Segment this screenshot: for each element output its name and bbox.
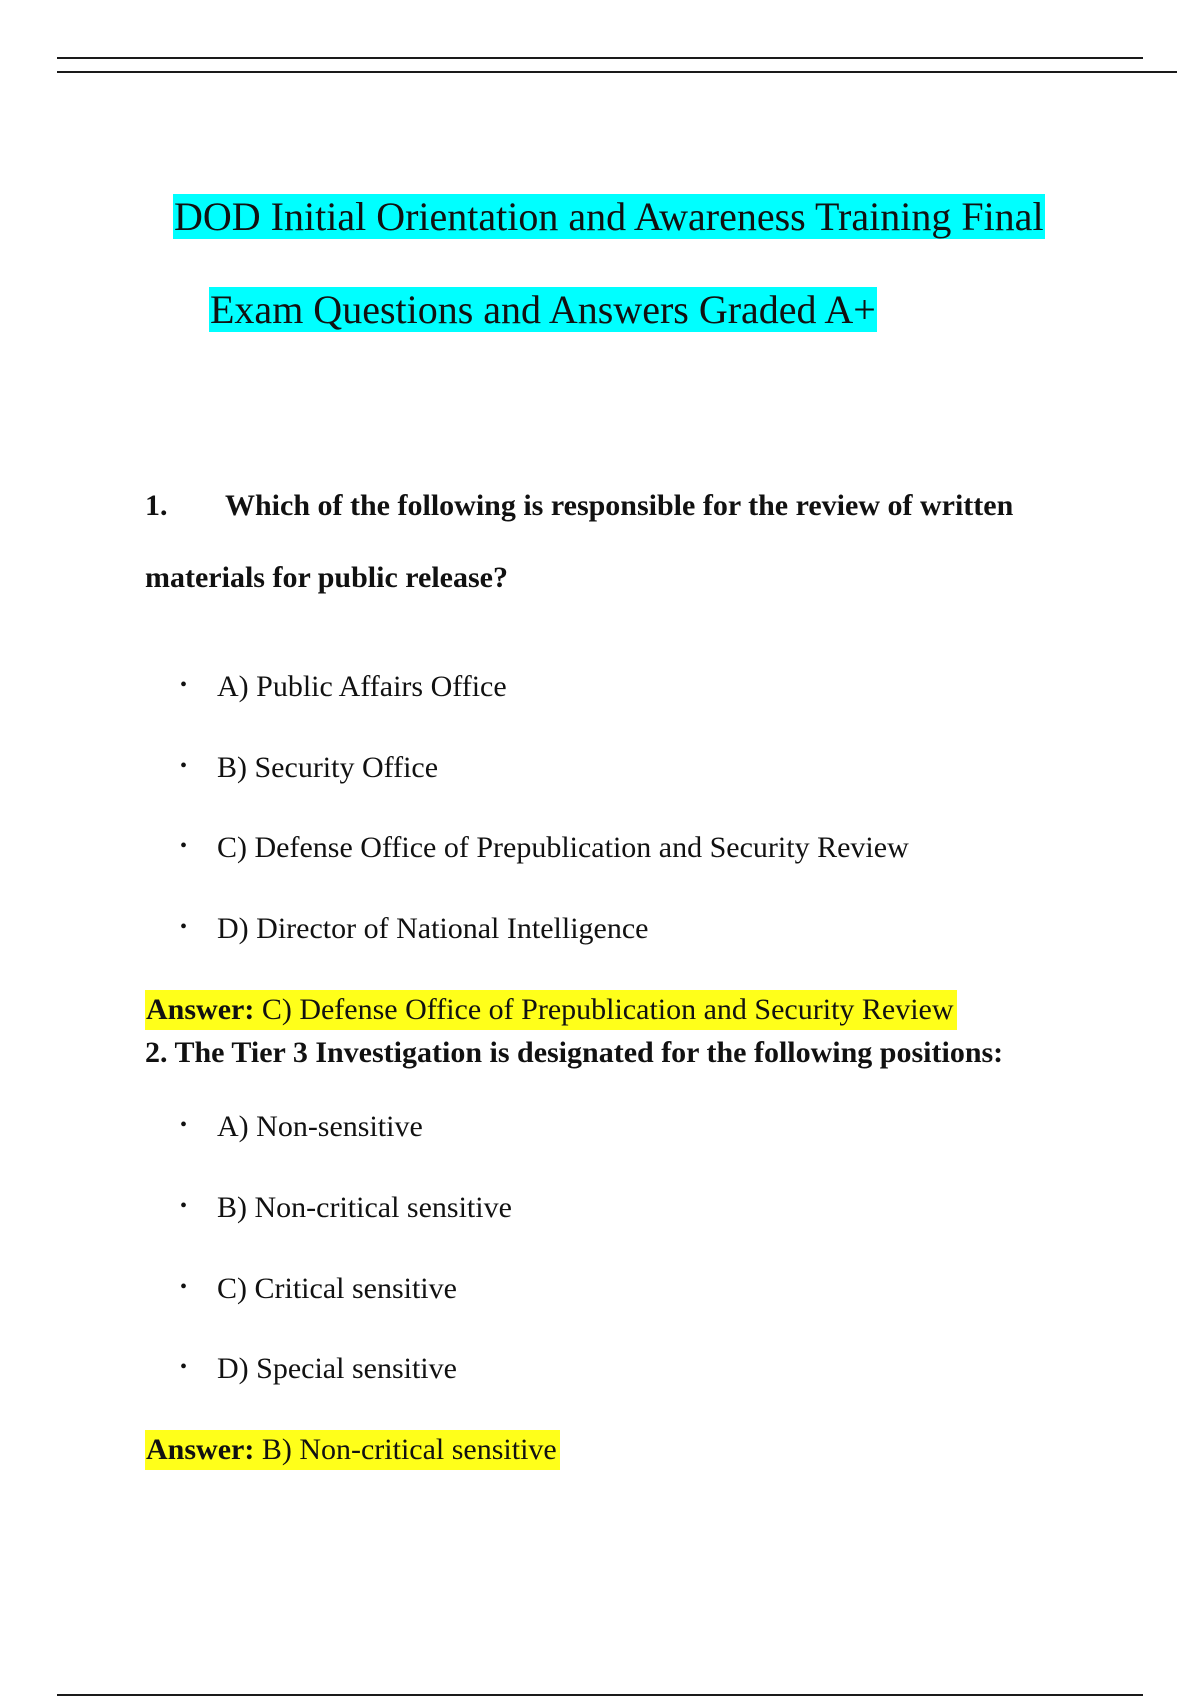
- header-rule-top: [57, 57, 1143, 59]
- title-highlight-2: Exam Questions and Answers Graded A+: [210, 287, 876, 332]
- option-label: B) Security Office: [217, 751, 439, 784]
- question-2-option-a: [180, 1110, 423, 1144]
- option-label: B) Non-critical sensitive: [217, 1191, 512, 1224]
- question-2-option-d: [180, 1352, 457, 1386]
- question-2-answer: [145, 1430, 560, 1470]
- bullet-icon: •: [180, 1276, 188, 1298]
- answer-label: Answer:: [146, 993, 255, 1026]
- answer-text: C) Defense Office of Prepublication and Security Review: [261, 993, 954, 1026]
- option-label: D) Director of National Intelligence: [217, 912, 649, 945]
- bullet-icon: •: [180, 916, 188, 938]
- bullet-icon: •: [180, 1195, 188, 1217]
- option-label: A) Non-sensitive: [217, 1110, 423, 1143]
- bullet-icon: •: [180, 1114, 188, 1136]
- bullet-icon: •: [180, 835, 188, 857]
- question-2-option-b: [180, 1191, 512, 1225]
- question-2-text: 2. The Tier 3 Investigation is designated for the following positions:: [145, 1036, 1004, 1069]
- bullet-icon: •: [180, 755, 188, 777]
- option-label: C) Critical sensitive: [217, 1272, 457, 1305]
- option-label: A) Public Affairs Office: [217, 670, 507, 703]
- question-1-number: 1.: [145, 489, 168, 522]
- answer-text: B) Non-critical sensitive: [261, 1433, 557, 1466]
- title-highlight-1: DOD Initial Orientation and Awareness Training Final: [174, 194, 1044, 239]
- question-1-text: Which of the following is responsible for the review of written: [225, 489, 1014, 522]
- header-rule-second: [57, 71, 1177, 73]
- option-label: D) Special sensitive: [217, 1352, 457, 1385]
- question-1-text-line-2: materials for public release?: [145, 561, 508, 594]
- document-title-line-1: [173, 193, 1045, 241]
- question-1-option-a: [180, 670, 507, 704]
- document-title-line-2: [209, 286, 877, 334]
- bullet-icon: •: [180, 674, 188, 696]
- question-1-text-line-1: [145, 489, 1013, 523]
- question-1-option-b: [180, 751, 438, 785]
- bullet-icon: •: [180, 1356, 188, 1378]
- question-1-option-d: [180, 912, 648, 946]
- answer-label: Answer:: [146, 1433, 255, 1466]
- question-1-option-c: [180, 831, 909, 865]
- option-label: C) Defense Office of Prepublication and Security Review: [217, 831, 909, 864]
- footer-rule: [57, 1694, 1143, 1696]
- question-2-option-c: [180, 1272, 457, 1306]
- question-1-answer: [145, 990, 957, 1030]
